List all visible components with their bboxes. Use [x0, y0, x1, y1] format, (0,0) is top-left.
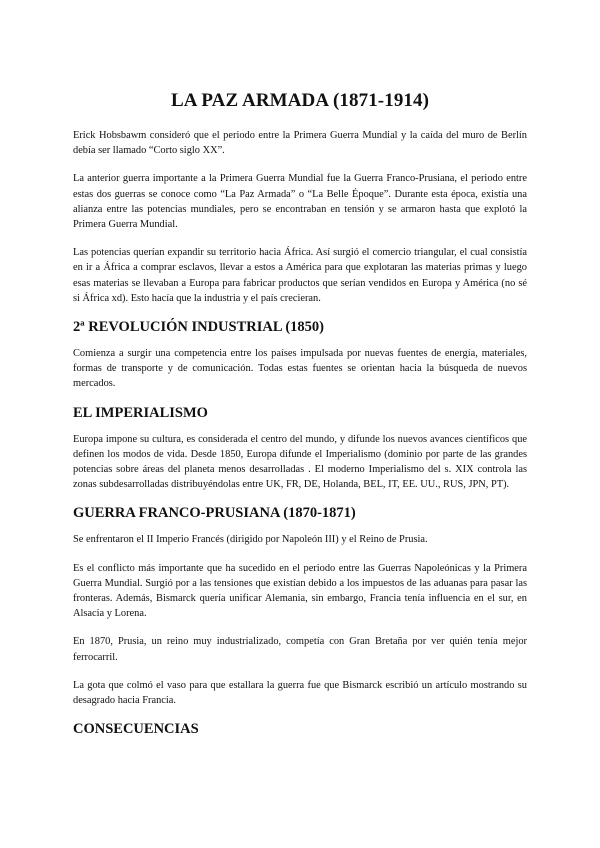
paragraph-guerra-conflicto: Es el conflicto más importante que ha sucedido en el periodo entre las Guerras Napoleónicas y la Primera Guerra Mundial. Surgió por a las tensiones que existían debido a los impuestos de las aduanas para pasar las fronteras. Además, Bismarck quería unificar Alemania, sin embargo, Francia tenía influencia en el sur, en Alsacia y Lorena. — [73, 562, 527, 620]
section-heading-consecuencias: CONSECUENCIAS — [73, 721, 199, 738]
paragraph-imperialismo: Europa impone su cultura, es considerada el centro del mundo, y difunde los nuevos avances científicos que definen los modos de vida. Desde 1850, Europa difunde el Imperialismo (dominio por parte de las grandes potencias sobre áreas del planeta menos desarrolladas . El moderno Imperialismo del s. XIX controla las zonas subdesarrolladas distribuyéndolas entre UK, FR, DE, Holanda, BEL, IT, EE. UU., RUS, JPN, PT). — [73, 433, 527, 491]
section-heading-imperialismo: EL IMPERIALISMO — [73, 404, 208, 421]
paragraph-guerra-enfrentamiento: Se enfrentaron el II Imperio Francés (dirigido por Napoleón III) y el Reino de Prusia. — [73, 534, 428, 546]
paragraph-revolucion: Comienza a surgir una competencia entre los países impulsada por nuevas fuentes de energía, materiales, formas de transporte y de comunicación. Todas estas fuentes se orientan hacia la búsqueda de nuevos mercados. — [73, 348, 527, 390]
document-title: LA PAZ ARMADA (1871-1914) — [170, 90, 430, 111]
section-heading-guerra: GUERRA FRANCO-PRUSIANA (1870-1871) — [73, 505, 356, 522]
paragraph-guerra-ferrocarril: En 1870, Prusia, un reino muy industrializado, competía con Gran Bretaña por ver quién tenía mejor ferrocarril. — [73, 636, 527, 663]
paragraph-guerra-bismarck: La gota que colmó el vaso para que estallara la guerra fue que Bismarck escribió un artículo mostrando su desagrado hacia Francia. — [73, 679, 527, 707]
intro-paragraph-paz-armada: La anterior guerra importante a la Primera Guerra Mundial fue la Guerra Franco-Prusiana, el periodo entre estas dos guerras se conoce como “La Paz Armada” o “La Belle Époque”. Durante esta época, existía una alianza entre las potencias mundiales, pero se encontraban en tensión y se armaron hasta que explotó la Primera Guerra Mundial. — [73, 173, 527, 231]
document-page — [73, 90, 527, 748]
section-heading-revolucion: 2ª REVOLUCIÓN INDUSTRIAL (1850) — [73, 319, 324, 336]
intro-paragraph-comercio: Las potencias querían expandir su territorio hacia África. Así surgió el comercio triangular, el cual consistía en ir a África a comprar esclavos, llevar a estos a América para que explotaran las materias primas y luego esas materias se llevaban a Europa para fabricar productos que serían vendidos en Europa y América (no sé si África xd). Esto hacía que la industria y el país crecieran. — [73, 247, 527, 304]
intro-paragraph-hobsbawm: Erick Hobsbawm consideró que el periodo entre la Primera Guerra Mundial y la caída del muro de Berlín debía ser llamado “Corto siglo XX”. — [73, 130, 527, 157]
